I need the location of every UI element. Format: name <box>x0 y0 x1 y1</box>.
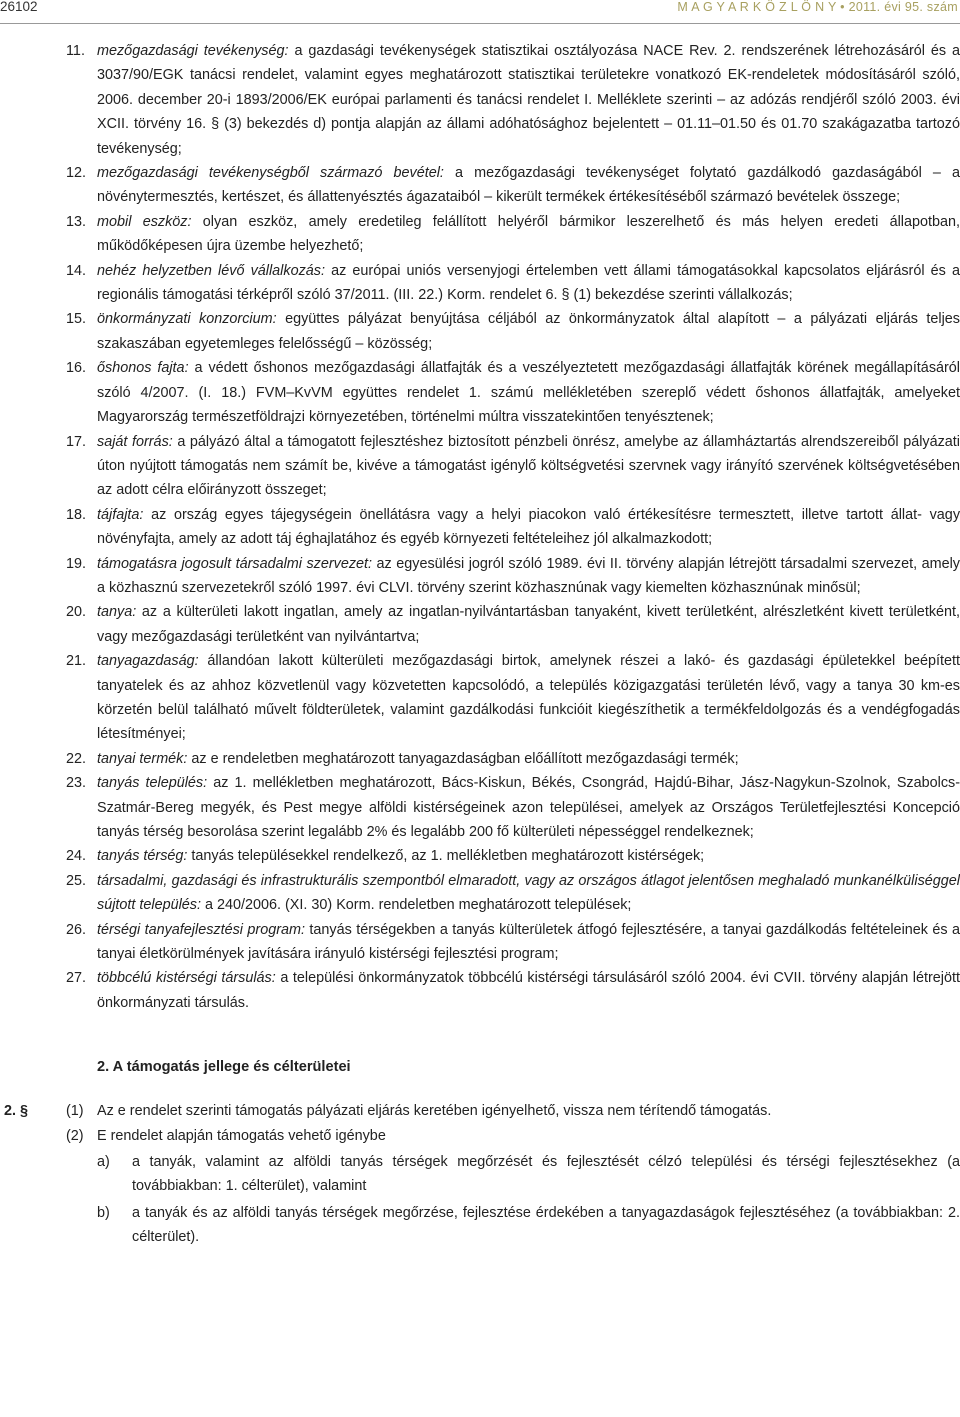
definition-term: többcélú kistérségi társulás: <box>97 970 276 987</box>
definition-text: a 240/2006. (XI. 30) Korm. rendeletben meghatározott települések; <box>205 897 632 914</box>
section-title: 2. A támogatás jellege és célterületei <box>97 1059 351 1076</box>
definition-item <box>0 210 960 259</box>
definition-number: 16. <box>66 360 87 377</box>
definition-text: a pályázó által a támogatott fejlesztéshez biztosított pénzbeli önrész, amelybe az államháztartás alrendszereiből pályázati úton nyújtott támogatás nem számít be, kivéve a támogatást igénylő költségvetési szervnek vagy irányító szervének költségvetésében az adott célra előirányzott összeget; <box>97 433 960 499</box>
definition-term: mezőgazdasági tevékenység: <box>97 43 289 59</box>
definition-term: mobil eszköz: <box>97 213 192 230</box>
definition-term: térségi tanyafejlesztési program: <box>97 921 305 938</box>
definition-term: tájfajta: <box>97 506 144 523</box>
section-number: 2. § <box>4 1103 29 1120</box>
definition-term: nehéz helyzetben lévő vállalkozás: <box>97 262 325 279</box>
paragraph-number: (2) <box>66 1127 84 1144</box>
definition-item <box>0 356 960 429</box>
definition-text: állandóan lakott külterületi mezőgazdasági birtok, amelynek részei a lakó- és gazdasági épületekkel beépített tanyatelek és az ahhoz közvetlenül vagy közvetetten kapcsolódó, a település közigazgatási területén lévő, vagy a tanya 30 km-es körzetén belül található művelt földterületek, valamint gazdálkodási funkcióit kiegészíthetik a termékfeldolgozás és a vendégfogadás létesítményei; <box>97 653 960 743</box>
page-content <box>0 39 960 1250</box>
definition-text: a mezőgazdasági tevékenységet folytató gazdálkodó gazdaságából – a növénytermesztés, kertészet, és állattenyésztés ágazataiból – kikerült termékek értékesítéséből származó bevételek összege; <box>97 165 960 206</box>
running-title: M A G Y A R K Ö Z L Ö N Y • 2011. évi 95. szám <box>677 0 958 14</box>
definition-text: az 1. mellékletben meghatározott, Bács-Kiskun, Békés, Csongrád, Hajdú-Bihar, Jász-Nagykun-Szolnok, Szabolcs-Szatmár-Bereg megyék, és Pest megye alföldi kistérségeinek azon települései, amelyek az Országos Területfejlesztési Koncepció tanyás térség besorolása szerint legalább 2% és legalább 200 fő külterületi népességgel rendelkeznek; <box>97 775 960 840</box>
definition-number: 22. <box>66 750 87 767</box>
definition-item <box>0 844 960 868</box>
point-letter: a) <box>97 1154 110 1171</box>
definition-number: 27. <box>66 970 87 987</box>
definition-number: 17. <box>66 433 87 450</box>
definition-item <box>0 39 960 161</box>
definition-number: 13. <box>66 213 87 230</box>
header-rule <box>0 23 960 24</box>
definition-number: 26. <box>66 921 87 938</box>
paragraph-number: (1) <box>66 1103 84 1120</box>
definition-item <box>0 259 960 308</box>
definition-term: mezőgazdasági tevékenységből származó bevétel: <box>97 165 444 182</box>
definition-text: a települési önkormányzatok többcélú kistérségi társulásáról szóló 2004. évi CVII. törvény alapján létrejött önkormányzati társulás. <box>97 970 960 1011</box>
definition-item <box>0 966 960 1015</box>
definition-term: tanyás település: <box>97 775 208 792</box>
definition-text: az egyesülési jogról szóló 1989. évi II. törvény alapján létrejött társadalmi szervezet, amely a közhasznú szervezetekről szóló 1997. évi CLVI. törvény szerint közhasznúnak vagy kiemelten közhasznúnak minősül; <box>97 555 960 596</box>
paragraph-1 <box>0 1099 960 1123</box>
definition-item <box>0 600 960 649</box>
definition-item <box>0 771 960 844</box>
paragraph-2 <box>0 1124 960 1148</box>
definition-number: 19. <box>66 555 87 572</box>
definition-number: 15. <box>66 311 87 328</box>
definition-number: 24. <box>66 848 87 865</box>
definition-text: az ország egyes tájegységein önellátásra vagy a helyi piacokon való értékesítésre termesztett, illetve tartott állat- vagy növényfajta, amely az adott táj éghajlatához és egyéb környezeti feltételeihez jól alkalmazkodott; <box>97 506 960 548</box>
definition-item <box>0 918 960 967</box>
definition-text: az a külterületi lakott ingatlan, amely az ingatlan-nyilvántartásban tanyaként, kivett területként, alrészletként kivett területként, vagy mezőgazdasági területként van nyilvántartva; <box>97 604 960 645</box>
definition-term: tanya: <box>97 604 137 621</box>
page-number: 26102 <box>0 0 38 14</box>
definition-text: tanyás településekkel rendelkező, az 1. mellékletben meghatározott kistérségek; <box>191 848 705 865</box>
definition-term: őshonos fajta: <box>97 360 189 377</box>
definitions-list <box>0 39 960 1015</box>
definition-item <box>0 552 960 601</box>
definition-text: tanyás térségekben a tanyás külterületek átfogó fejlesztésére, a tanyai gazdálkodás feltételeinek és a tanyai életkörülmények javítására irányuló kistérségi fejlesztési program; <box>97 921 960 963</box>
definition-item <box>0 307 960 356</box>
definition-number: 14. <box>66 262 87 279</box>
page-header <box>0 0 960 14</box>
definition-text: együttes pályázat benyújtása céljából az önkormányzatok által alapított – a pályázati eljárás teljes szakaszában egyetemleges felelősségű – közösség; <box>97 311 960 352</box>
definition-item <box>0 747 960 771</box>
definition-term: támogatásra jogosult társadalmi szervezet: <box>97 555 373 572</box>
definition-text: az európai uniós versenyjogi értelemben vett állami támogatásokkal kapcsolatos eljárásról és a regionális támogatási térképről szóló 37/2011. (III. 22.) Korm. rendelet 6. § (1) bekezdése szerinti vállalkozás; <box>97 262 960 304</box>
point-text: a tanyák, valamint az alföldi tanyás térségek megőrzését és fejlesztését célzó települési és térségi fejlesztésekhez (a továbbiakban: 1. célterület), valamint <box>132 1154 960 1195</box>
paragraph-text: E rendelet alapján támogatás vehető igénybe <box>97 1127 386 1144</box>
definition-item <box>0 161 960 210</box>
point-a <box>0 1150 960 1199</box>
definition-text: a gazdasági tevékenységek statisztikai osztályozása NACE Rev. 2. rendszerének létrehozásáról és a 3037/90/EGK tanácsi rendelet, valamint egyes meghatározott statisztikai területekre vonatkozó EK-rendeletek módosításáról szóló, 2006. december 20-i 1893/2006/EK európai parlamenti és tanácsi rendelet I. Melléklete szerinti – az adózás rendjéről szóló 2003. évi XCII. törvény 16. § (3) bekezdés d) pontja alapján az állami adóhatósághoz bejelentett – 01.11–01.50 és 01.70 szakágazatba tartozó tevékenység; <box>97 43 960 157</box>
definition-text: az e rendeletben meghatározott tanyagazdaságban előállított mezőgazdasági termék; <box>191 750 739 767</box>
definition-term: tanyagazdaság: <box>97 653 199 670</box>
definition-text: olyan eszköz, amely eredetileg felállított helyéről bármikor leszerelhető és más helyen eredeti állapotban, működőképesen újra üzembe helyezhető; <box>97 213 960 255</box>
definition-term: tanyai termék: <box>97 750 188 767</box>
definition-term: tanyás térség: <box>97 848 188 865</box>
point-letter: b) <box>97 1204 110 1221</box>
definition-item <box>0 649 960 747</box>
definition-number: 21. <box>66 653 87 670</box>
definition-number: 12. <box>66 165 87 182</box>
definition-number: 20. <box>66 604 87 621</box>
definition-term: saját forrás: <box>97 433 173 450</box>
definition-term: önkormányzati konzorcium: <box>97 311 277 328</box>
definition-text: a védett őshonos mezőgazdasági állatfajták és a veszélyeztetett mezőgazdasági állatfajták körének megállapításáról szóló 4/2007. (I. 18.) FVM–KvVM együttes rendelet 1. számú mellékletében szereplő védett őshonos állatfajták, amelyeket Magyarország természetföldrajzi környezetében, történelmi múltra visszatekintően tenyésztenek; <box>97 360 960 426</box>
definition-number: 25. <box>66 872 87 889</box>
point-b <box>0 1201 960 1250</box>
paragraph-text: Az e rendelet szerinti támogatás pályázati eljárás keretében igényelhető, vissza nem térítendő támogatás. <box>97 1103 772 1120</box>
definition-number: 11. <box>66 43 85 59</box>
definition-number: 18. <box>66 506 87 523</box>
definition-item <box>0 503 960 552</box>
definition-term: társadalmi, gazdasági és infrastrukturális szempontból elmaradott, vagy az országos átlagot jelentősen meghaladó munkanélküliséggel sújtott település: <box>97 872 960 914</box>
point-text: a tanyák és az alföldi tanyás térségek megőrzése, fejlesztése érdekében a tanyagazdaságok fejlesztéséhez (a továbbiakban: 2. célterület). <box>132 1204 960 1246</box>
definition-number: 23. <box>66 775 87 792</box>
definition-item <box>0 869 960 918</box>
definition-item <box>0 430 960 503</box>
